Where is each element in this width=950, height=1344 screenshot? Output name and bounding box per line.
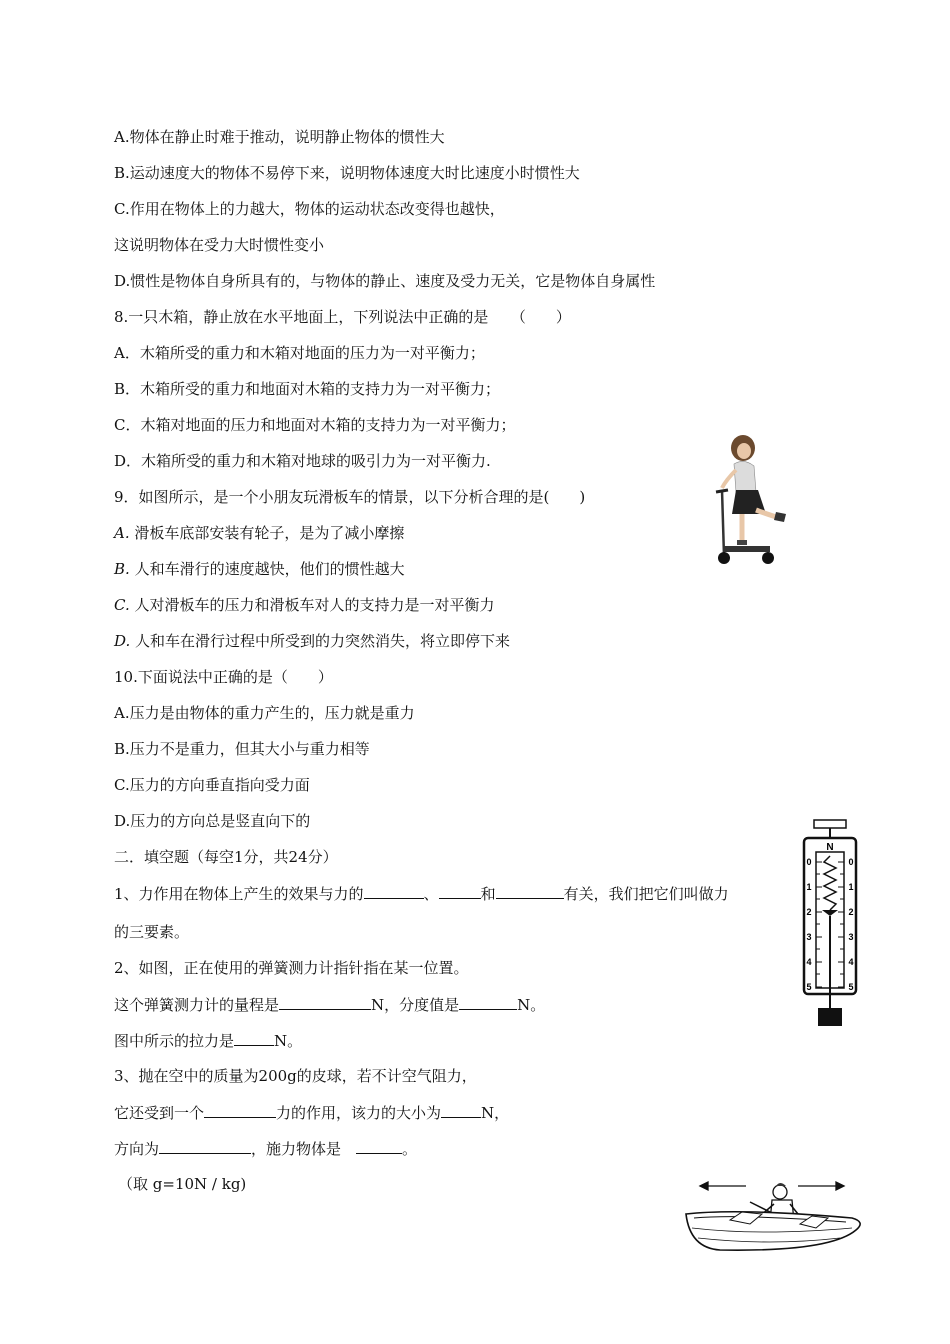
- scale-left-tick-0: 0: [806, 857, 812, 867]
- q10-stem: 10.下面说法中正确的是（ ）: [114, 668, 333, 686]
- scale-right-tick-1: 1: [848, 882, 854, 892]
- fill3-line3: [114, 1138, 417, 1159]
- fill2-line1: 2、如图，正在使用的弹簧测力计指针指在某一位置。: [114, 959, 469, 977]
- fill3-note: （取 g=10N / kg): [118, 1175, 247, 1193]
- fill3-text-e: 方向为: [114, 1140, 160, 1158]
- fill2-text-c: N，分度值是: [371, 996, 460, 1014]
- scale-left-tick-5: 5: [806, 982, 812, 992]
- q9-option-b: [114, 559, 405, 579]
- q9-option-a-label: A.: [114, 524, 130, 542]
- spring-scale-figure: [800, 818, 860, 1030]
- fill3-blank-source[interactable]: [356, 1138, 402, 1154]
- fill2-line2: [114, 994, 545, 1015]
- fill1-blank-1[interactable]: [364, 883, 424, 899]
- fill3-blank-direction[interactable]: [159, 1138, 251, 1154]
- scale-right-tick-5: 5: [848, 982, 854, 992]
- fill3-text-f: ，施力物体是: [251, 1140, 357, 1158]
- fill2-text-b: 这个弹簧测力计的量程是: [114, 996, 280, 1014]
- q9-stem: 9．如图所示，是一个小朋友玩滑板车的情景，以下分析合理的是( ): [114, 488, 586, 506]
- scale-left-tick-2: 2: [806, 907, 812, 917]
- q7-option-c-line2: 这说明物体在受力大时惯性变小: [114, 236, 325, 254]
- q8-option-d: D．木箱所受的重力和木箱对地球的吸引力为一对平衡力.: [114, 452, 491, 470]
- scale-right-tick-3: 3: [848, 932, 854, 942]
- scale-unit-label: N: [826, 842, 834, 853]
- scale-left-tick-4: 4: [806, 957, 812, 967]
- q10-option-b: B.压力不是重力，但其大小与重力相等: [114, 740, 370, 758]
- fill2-text-d: N。: [517, 996, 546, 1014]
- q7-option-a: A.物体在静止时难于推动，说明静止物体的惯性大: [114, 128, 445, 146]
- scale-right-tick-4: 4: [848, 957, 854, 967]
- fill3-text-g: 。: [402, 1140, 418, 1158]
- q7-option-b: B.运动速度大的物体不易停下来，说明物体速度大时比速度小时惯性大: [114, 164, 580, 182]
- q10-option-d: D.压力的方向总是竖直向下的: [114, 812, 311, 830]
- q9-option-d-label: D.: [114, 632, 131, 650]
- fill3-text-b: 它还受到一个: [114, 1104, 205, 1122]
- q9-option-c: [114, 595, 495, 615]
- fill1-blank-3[interactable]: [496, 883, 564, 899]
- scale-right-tick-0: 0: [848, 857, 854, 867]
- fill1-blank-2[interactable]: [439, 883, 481, 899]
- scale-left-tick-3: 3: [806, 932, 812, 942]
- fill2-text-f: N。: [274, 1032, 303, 1050]
- fill3-text-c: 力的作用，该力的大小为: [276, 1104, 442, 1122]
- q10-option-c: C.压力的方向垂直指向受力面: [114, 776, 310, 794]
- q9-option-a-text: 滑板车底部安装有轮子，是为了减小摩擦: [129, 524, 405, 542]
- q9-option-b-text: 人和车滑行的速度越快，他们的惯性越大: [129, 560, 405, 578]
- q8-stem: 8.一只木箱，静止放在水平地面上，下列说法中正确的是 （ ）: [114, 308, 571, 326]
- fill3-text-d: N，: [481, 1104, 510, 1122]
- q7-option-c-line1: C.作用在物体上的力越大，物体的运动状态改变得也越快，: [114, 200, 505, 218]
- fill1-text-d: 有关，我们把它们叫做力: [563, 885, 729, 903]
- q9-option-d: [114, 631, 510, 651]
- fill1-line1: [114, 883, 729, 904]
- fill1-text-c: 和: [480, 885, 496, 903]
- q9-option-b-label: B.: [114, 560, 130, 578]
- fill3-line2: [114, 1102, 509, 1123]
- fill1-text-b: 、: [423, 885, 439, 903]
- section2-title: 二．填空题（每空1分，共24分）: [114, 848, 338, 866]
- fill2-blank-division[interactable]: [459, 994, 517, 1010]
- q9-option-a: [114, 523, 404, 543]
- q7-option-d: D.惯性是物体自身所具有的，与物体的静止、速度及受力无关，它是物体自身属性: [114, 272, 656, 290]
- fill2-blank-range[interactable]: [279, 994, 371, 1010]
- q8-option-a: A．木箱所受的重力和木箱对地面的压力为一对平衡力；: [114, 344, 485, 362]
- fill2-text-e: 图中所示的拉力是: [114, 1032, 235, 1050]
- rowing-boat-figure: [680, 1172, 870, 1262]
- fill3-blank-force-type[interactable]: [204, 1102, 276, 1118]
- q9-option-c-label: C.: [114, 596, 130, 614]
- fill1-text-a: 1、力作用在物体上产生的效果与力的: [114, 885, 364, 903]
- q9-option-c-text: 人对滑板车的压力和滑板车对人的支持力是一对平衡力: [129, 596, 495, 614]
- scooter-child-figure: [710, 430, 796, 570]
- scale-right-tick-2: 2: [848, 907, 854, 917]
- q8-option-c: C．木箱对地面的压力和地面对木箱的支持力为一对平衡力；: [114, 416, 516, 434]
- fill2-blank-force[interactable]: [234, 1030, 274, 1046]
- fill2-line3: [114, 1030, 302, 1051]
- q9-option-d-text: 人和车在滑行过程中所受到的力突然消失，将立即停下来: [130, 632, 511, 650]
- q10-option-a: A.压力是由物体的重力产生的，压力就是重力: [114, 704, 415, 722]
- fill3-line1: 3、抛在空中的质量为200g的皮球，若不计空气阻力，: [114, 1067, 477, 1085]
- fill1-line2: 的三要素。: [114, 923, 190, 941]
- scale-left-tick-1: 1: [806, 882, 812, 892]
- fill3-blank-magnitude[interactable]: [441, 1102, 481, 1118]
- q8-option-b: B．木箱所受的重力和地面对木箱的支持力为一对平衡力；: [114, 380, 501, 398]
